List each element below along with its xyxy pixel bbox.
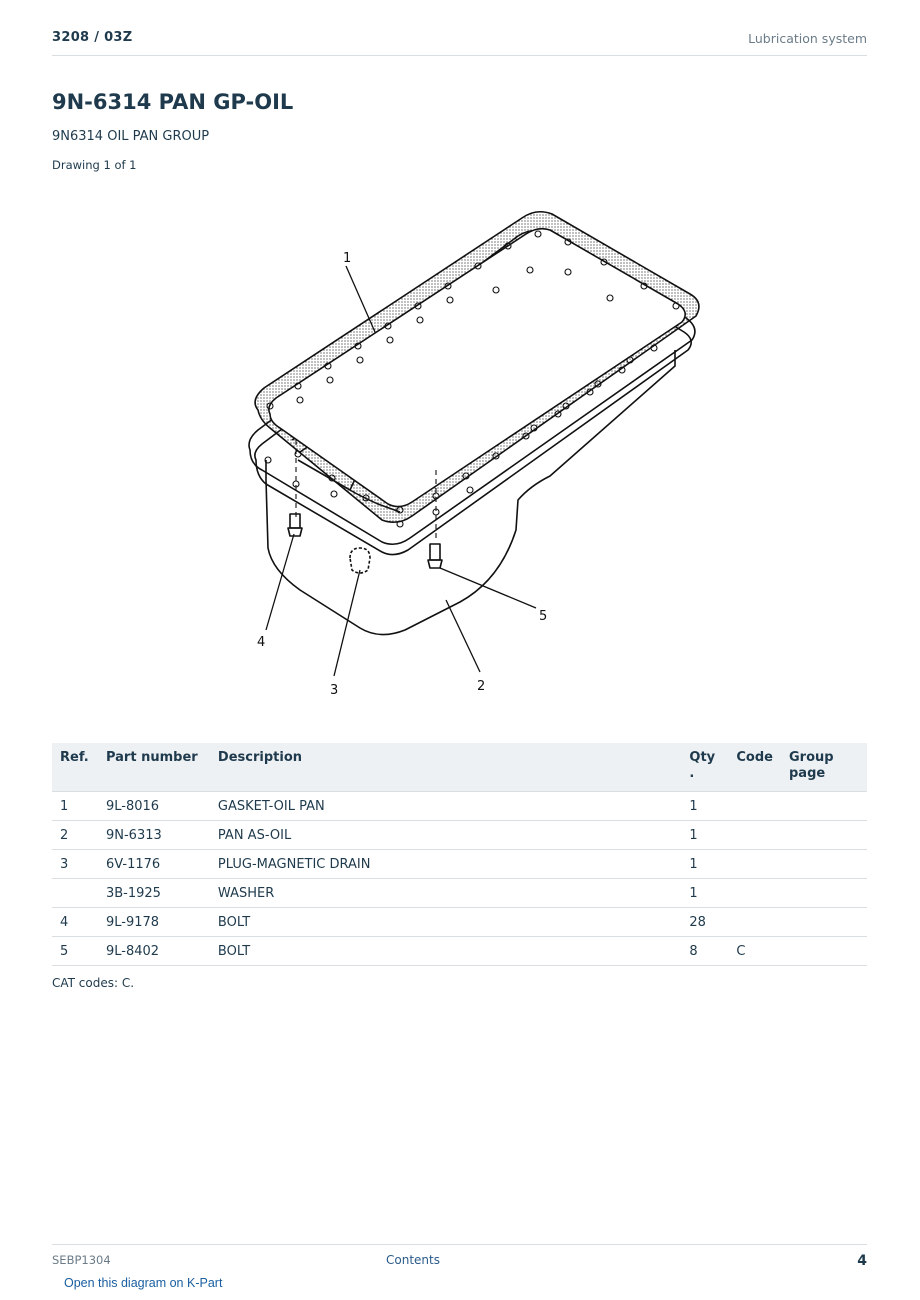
- open-kpart-link[interactable]: Open this diagram on K-Part: [64, 1276, 223, 1290]
- leader-5: [440, 568, 536, 608]
- parts-table-body: [52, 792, 867, 966]
- cat-codes-note: CAT codes: C.: [52, 976, 135, 990]
- table-row: [52, 792, 867, 821]
- oil-pan-diagram: [200, 190, 720, 710]
- cell-part-number: 9L-8016: [98, 792, 210, 821]
- cell-code: [728, 821, 781, 850]
- cell-group-page: [781, 908, 867, 937]
- drawing-counter: Drawing 1 of 1: [52, 158, 137, 172]
- contents-link[interactable]: Contents: [386, 1253, 440, 1267]
- cell-code: [728, 850, 781, 879]
- document-id: SEBP1304: [52, 1253, 111, 1267]
- cell-qty: 8: [681, 937, 728, 966]
- col-ref: Ref.: [52, 743, 98, 792]
- cell-ref: 4: [52, 908, 98, 937]
- exploded-view-drawing: [200, 190, 720, 710]
- table-row: [52, 879, 867, 908]
- col-code: Code: [728, 743, 781, 792]
- cell-ref: 1: [52, 792, 98, 821]
- table-row: [52, 821, 867, 850]
- cell-description: BOLT: [210, 908, 681, 937]
- callout-2: 2: [477, 679, 486, 694]
- parts-table: [52, 743, 867, 966]
- group-subtitle: 9N6314 OIL PAN GROUP: [52, 129, 210, 144]
- cell-ref: [52, 879, 98, 908]
- callout-4: 4: [257, 635, 266, 650]
- cell-code: [728, 879, 781, 908]
- col-group-page: Group page: [781, 743, 867, 792]
- leader-3: [334, 570, 360, 676]
- cell-part-number: 9L-9178: [98, 908, 210, 937]
- cell-group-page: [781, 850, 867, 879]
- cell-qty: 1: [681, 879, 728, 908]
- cell-group-page: [781, 879, 867, 908]
- callout-3: 3: [330, 683, 339, 698]
- cell-group-page: [781, 821, 867, 850]
- col-part-number: Part number: [98, 743, 210, 792]
- table-row: [52, 908, 867, 937]
- cell-group-page: [781, 937, 867, 966]
- section-name: Lubrication system: [748, 31, 867, 46]
- cell-qty: 1: [681, 850, 728, 879]
- cell-part-number: 9N-6313: [98, 821, 210, 850]
- callout-1: 1: [343, 251, 352, 266]
- page-number: 4: [857, 1253, 867, 1269]
- cell-ref: 5: [52, 937, 98, 966]
- cell-description: PAN AS-OIL: [210, 821, 681, 850]
- leader-1: [346, 266, 375, 332]
- cell-ref: 3: [52, 850, 98, 879]
- cell-description: PLUG-MAGNETIC DRAIN: [210, 850, 681, 879]
- cell-description: GASKET-OIL PAN: [210, 792, 681, 821]
- col-qty: Qty .: [681, 743, 728, 792]
- cell-part-number: 3B-1925: [98, 879, 210, 908]
- cell-code: [728, 908, 781, 937]
- callout-5: 5: [539, 609, 548, 624]
- page-title: 9N-6314 PAN GP-OIL: [52, 90, 294, 114]
- cell-code: C: [728, 937, 781, 966]
- cell-ref: 2: [52, 821, 98, 850]
- cell-qty: 1: [681, 821, 728, 850]
- parts-table-header: [52, 743, 867, 792]
- cell-description: BOLT: [210, 937, 681, 966]
- cell-part-number: 9L-8402: [98, 937, 210, 966]
- cell-group-page: [781, 792, 867, 821]
- col-description: Description: [210, 743, 681, 792]
- leader-2: [446, 600, 480, 672]
- page-footer: [52, 1244, 867, 1274]
- cell-code: [728, 792, 781, 821]
- table-row: [52, 937, 867, 966]
- cell-qty: 28: [681, 908, 728, 937]
- cell-description: WASHER: [210, 879, 681, 908]
- cell-part-number: 6V-1176: [98, 850, 210, 879]
- model-code: 3208 / 03Z: [52, 30, 133, 45]
- table-row: [52, 850, 867, 879]
- cell-qty: 1: [681, 792, 728, 821]
- page-header: [52, 28, 867, 56]
